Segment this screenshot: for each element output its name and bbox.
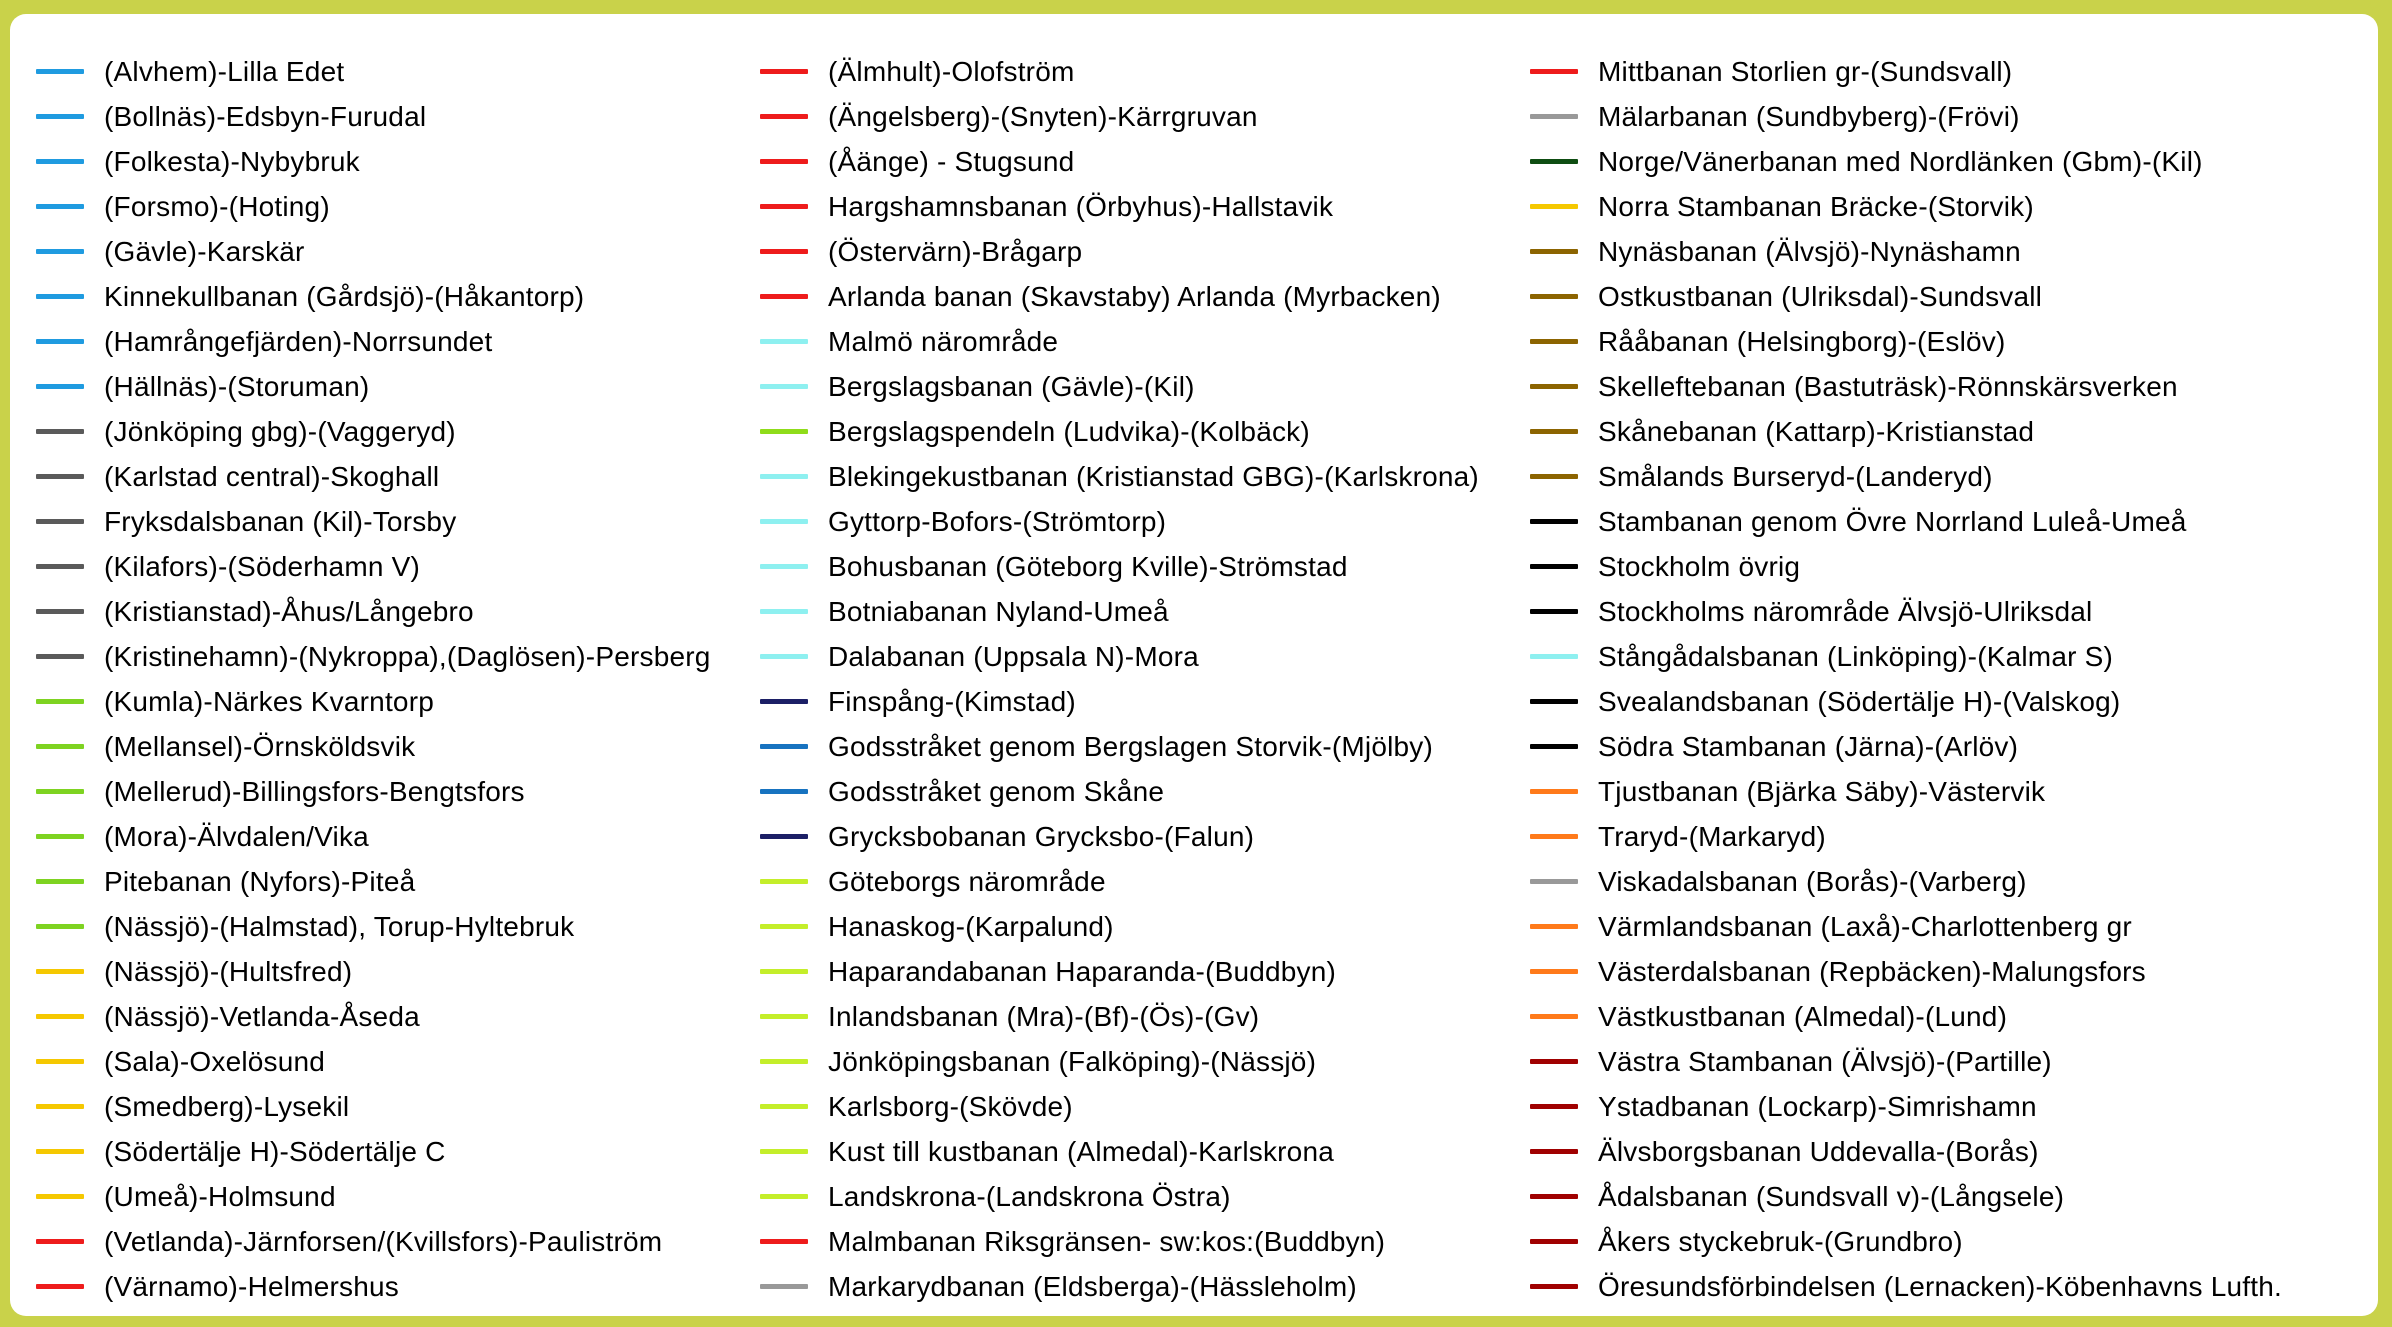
legend-line-swatch (36, 429, 84, 434)
legend-item-label: Norge/Vänerbanan med Nordlänken (Gbm)-(Kil) (1598, 145, 2203, 177)
legend-item-label: Godsstråket genom Skåne (828, 775, 1165, 807)
legend-item (1530, 1084, 2037, 1129)
legend-item-label: Karlsborg-(Skövde) (828, 1090, 1073, 1122)
legend-line-swatch (1530, 1149, 1578, 1154)
legend-item (760, 1039, 1316, 1084)
legend-item-label: Jönköpingsbanan (Falköping)-(Nässjö) (828, 1045, 1317, 1077)
legend-item (36, 184, 330, 229)
legend-item-label: Bohusbanan (Göteborg Kville)-Strömstad (828, 550, 1348, 582)
legend-item (760, 1219, 1385, 1264)
legend-item-label: Kinnekullbanan (Gårdsjö)-(Håkantorp) (104, 280, 585, 312)
legend-line-swatch (1530, 969, 1578, 974)
legend-item (36, 634, 711, 679)
legend-line-swatch (1530, 1014, 1578, 1019)
legend-item (1530, 184, 2034, 229)
legend-item (36, 499, 456, 544)
legend-item (1530, 1264, 2282, 1309)
legend-item-label: (Bollnäs)-Edsbyn-Furudal (104, 100, 427, 132)
legend-item-label: Mälarbanan (Sundbyberg)-(Frövi) (1598, 100, 2020, 132)
legend-item (1530, 1174, 2064, 1219)
legend-item (760, 904, 1114, 949)
legend-item-label: (Forsmo)-(Hoting) (104, 190, 330, 222)
legend-item-label: Stambanan genom Övre Norrland Luleå-Umeå (1598, 505, 2187, 537)
legend-item (760, 634, 1199, 679)
legend-item-label: Svealandsbanan (Södertälje H)-(Valskog) (1598, 685, 2121, 717)
legend-line-swatch (36, 609, 84, 614)
legend-line-swatch (36, 1284, 84, 1289)
legend-line-swatch (760, 294, 808, 299)
legend-line-swatch (36, 699, 84, 704)
legend-item-label: Skånebanan (Kattarp)-Kristianstad (1598, 415, 2035, 447)
legend-line-swatch (36, 564, 84, 569)
legend-line-swatch (1530, 1104, 1578, 1109)
legend-item-label: Stockholm övrig (1598, 550, 1801, 582)
legend-item (760, 1264, 1357, 1309)
legend-item (36, 1219, 662, 1264)
legend-line-swatch (760, 834, 808, 839)
legend-item (760, 184, 1333, 229)
legend-line-swatch (36, 339, 84, 344)
legend-item (36, 544, 420, 589)
legend-line-swatch (760, 564, 808, 569)
legend-line-swatch (760, 924, 808, 929)
legend-line-swatch (1530, 249, 1578, 254)
legend-line-swatch (760, 1014, 808, 1019)
legend-line-swatch (760, 69, 808, 74)
legend-line-swatch (760, 654, 808, 659)
legend-item-label: Grycksbobanan Grycksbo-(Falun) (828, 820, 1255, 852)
legend-item-label: Botniabanan Nyland-Umeå (828, 595, 1169, 627)
legend-line-swatch (760, 879, 808, 884)
legend-item-label: Västra Stambanan (Älvsjö)-(Partille) (1598, 1045, 2052, 1077)
legend-item (760, 994, 1259, 1039)
legend-item (760, 724, 1433, 769)
legend-line-swatch (760, 474, 808, 479)
legend-item (1530, 724, 2018, 769)
legend-line-swatch (1530, 924, 1578, 929)
legend-item-label: Rååbanan (Helsingborg)-(Eslöv) (1598, 325, 2006, 357)
legend-line-swatch (36, 294, 84, 299)
legend-item (760, 1084, 1073, 1129)
legend-line-swatch (1530, 654, 1578, 659)
legend-item-label: (Umeå)-Holmsund (104, 1180, 336, 1212)
legend-item (1530, 589, 2092, 634)
legend-line-swatch (760, 699, 808, 704)
legend-item (760, 94, 1258, 139)
legend-item (1530, 409, 2034, 454)
legend-line-swatch (36, 789, 84, 794)
legend-item (760, 49, 1075, 94)
legend-item-label: Södra Stambanan (Järna)-(Arlöv) (1598, 730, 2019, 762)
legend-item-label: (Vetlanda)-Järnforsen/(Kvillsfors)-Pauliström (104, 1225, 663, 1257)
legend-item (1530, 679, 2120, 724)
legend-item-label: Öresundsförbindelsen (Lernacken)-Köbenhavns Lufth. (1598, 1270, 2282, 1302)
legend-item-label: (Karlstad central)-Skoghall (104, 460, 440, 492)
legend-item-label: Nynäsbanan (Älvsjö)-Nynäshamn (1598, 235, 2021, 267)
legend-item (1530, 949, 2146, 994)
legend-item-label: Mittbanan Storlien gr-(Sundsvall) (1598, 55, 2013, 87)
legend-item-label: (Älmhult)-Olofström (828, 55, 1075, 87)
legend-item-label: Markarydbanan (Eldsberga)-(Hässleholm) (828, 1270, 1357, 1302)
legend-item-label: Traryd-(Markaryd) (1598, 820, 1826, 852)
legend-line-swatch (760, 1104, 808, 1109)
legend-line-swatch (760, 159, 808, 164)
legend-item-label: Landskrona-(Landskrona Östra) (828, 1180, 1231, 1212)
legend-item (1530, 49, 2012, 94)
legend-item (36, 454, 439, 499)
legend-item-label: Skelleftebanan (Bastuträsk)-Rönnskärsverken (1598, 370, 2178, 402)
legend-line-swatch (760, 1149, 808, 1154)
legend-line-swatch (1530, 429, 1578, 434)
legend-item-label: Inlandsbanan (Mra)-(Bf)-(Ös)-(Gv) (828, 1000, 1260, 1032)
legend-item (36, 139, 360, 184)
legend-line-swatch (1530, 1194, 1578, 1199)
legend-line-swatch (1530, 879, 1578, 884)
legend-item (760, 814, 1254, 859)
legend-item (36, 949, 352, 994)
legend-line-swatch (1530, 384, 1578, 389)
legend-item (760, 319, 1058, 364)
legend-item (36, 1039, 325, 1084)
legend-item-label: Värmlandsbanan (Laxå)-Charlottenberg gr (1598, 910, 2132, 942)
legend-panel (10, 14, 2378, 1316)
legend-item (36, 1084, 349, 1129)
legend-item-label: (Nässjö)-(Hultsfred) (104, 955, 353, 987)
legend-item (1530, 319, 2006, 364)
legend-item (1530, 904, 2132, 949)
legend-line-swatch (760, 609, 808, 614)
legend-line-swatch (760, 1284, 808, 1289)
legend-line-swatch (36, 519, 84, 524)
legend-line-swatch (36, 1104, 84, 1109)
legend-item (760, 589, 1169, 634)
legend-item (1530, 454, 1993, 499)
legend-item (36, 679, 434, 724)
legend-item-label: (Folkesta)-Nybybruk (104, 145, 360, 177)
legend-item (760, 499, 1166, 544)
legend-item-label: (Mora)-Älvdalen/Vika (104, 820, 369, 852)
legend-item-label: Hanaskog-(Karpalund) (828, 910, 1114, 942)
legend-item-label: Tjustbanan (Bjärka Säby)-Västervik (1598, 775, 2046, 807)
legend-item-label: (Hamrångefjärden)-Norrsundet (104, 325, 493, 357)
legend-item-label: (Nässjö)-(Halmstad), Torup-Hyltebruk (104, 910, 575, 942)
legend-item-label: (Östervärn)-Brågarp (828, 235, 1083, 267)
legend-item (36, 364, 369, 409)
legend-line-swatch (1530, 744, 1578, 749)
legend-item (36, 94, 426, 139)
legend-item-label: (Kumla)-Närkes Kvarntorp (104, 685, 434, 717)
legend-item (36, 319, 492, 364)
legend-item (760, 679, 1076, 724)
legend-item-label: (Kristianstad)-Åhus/Långebro (104, 595, 474, 627)
legend-item (1530, 1039, 2052, 1084)
legend-line-swatch (1530, 1284, 1578, 1289)
legend-item (760, 364, 1195, 409)
legend-item-label: Godsstråket genom Bergslagen Storvik-(Mjölby) (828, 730, 1434, 762)
legend-line-swatch (36, 969, 84, 974)
legend-item-label: Gyttorp-Bofors-(Strömtorp) (828, 505, 1167, 537)
legend-item (760, 544, 1348, 589)
legend-item (1530, 1129, 2039, 1174)
legend-item-label: (Ängelsberg)-(Snyten)-Kärrgruvan (828, 100, 1258, 132)
legend-item (36, 724, 415, 769)
legend-item-label: Blekingekustbanan (Kristianstad GBG)-(Karlskrona) (828, 460, 1479, 492)
legend-item-label: Pitebanan (Nyfors)-Piteå (104, 865, 416, 897)
legend-item (1530, 544, 1800, 589)
legend-line-swatch (760, 1239, 808, 1244)
legend-line-swatch (1530, 699, 1578, 704)
legend-item-label: (Jönköping gbg)-(Vaggeryd) (104, 415, 456, 447)
legend-item-label: Viskadalsbanan (Borås)-(Varberg) (1598, 865, 2027, 897)
legend-item-label: Västkustbanan (Almedal)-(Lund) (1598, 1000, 2008, 1032)
legend-line-swatch (36, 159, 84, 164)
legend-item-label: Stockholms närområde Älvsjö-Ulriksdal (1598, 595, 2093, 627)
legend-item (760, 769, 1164, 814)
legend-item-label: (Mellerud)-Billingsfors-Bengtsfors (104, 775, 525, 807)
legend-item-label: Västerdalsbanan (Repbäcken)-Malungsfors (1598, 955, 2146, 987)
legend-item (36, 814, 369, 859)
legend-item-label: (Kristinehamn)-(Nykroppa),(Daglösen)-Persberg (104, 640, 711, 672)
legend-line-swatch (760, 204, 808, 209)
legend-line-swatch (760, 1059, 808, 1064)
legend-item-label: Ostkustbanan (Ulriksdal)-Sundsvall (1598, 280, 2043, 312)
legend-item (760, 859, 1106, 904)
legend-item-label: Bergslagsbanan (Gävle)-(Kil) (828, 370, 1195, 402)
legend-line-swatch (36, 879, 84, 884)
legend-item-label: Bergslagspendeln (Ludvika)-(Kolbäck) (828, 415, 1310, 447)
legend-item (760, 454, 1479, 499)
legend-line-swatch (36, 1239, 84, 1244)
legend-line-swatch (760, 1194, 808, 1199)
legend-item-label: Stångådalsbanan (Linköping)-(Kalmar S) (1598, 640, 2113, 672)
legend-item-label: Göteborgs närområde (828, 865, 1106, 897)
legend-line-swatch (760, 384, 808, 389)
legend-item (1530, 229, 2021, 274)
legend-item (760, 139, 1074, 184)
legend-item-label: Dalabanan (Uppsala N)-Mora (828, 640, 1199, 672)
legend-line-swatch (36, 204, 84, 209)
legend-item-label: Malmbanan Riksgränsen- sw:kos:(Buddbyn) (828, 1225, 1386, 1257)
legend-line-swatch (760, 789, 808, 794)
legend-item (36, 1174, 336, 1219)
legend-item-label: (Gävle)-Karskär (104, 235, 305, 267)
legend-item-label: Kust till kustbanan (Almedal)-Karlskrona (828, 1135, 1334, 1167)
legend-item (1530, 859, 2027, 904)
legend-item (36, 409, 456, 454)
legend-item-label: (Kilafors)-(Söderhamn V) (104, 550, 420, 582)
legend-line-swatch (1530, 114, 1578, 119)
legend-item-label: (Södertälje H)-Södertälje C (104, 1135, 446, 1167)
legend-item (1530, 634, 2113, 679)
legend-line-swatch (36, 834, 84, 839)
legend-item-label: Hargshamnsbanan (Örbyhus)-Hallstavik (828, 190, 1334, 222)
legend-item (1530, 1219, 1963, 1264)
legend-line-swatch (36, 924, 84, 929)
legend-line-swatch (760, 519, 808, 524)
legend-item-label: Smålands Burseryd-(Landeryd) (1598, 460, 1993, 492)
legend-item (36, 994, 420, 1039)
legend-item-label: (Hällnäs)-(Storuman) (104, 370, 370, 402)
legend-item (36, 274, 584, 319)
legend-item (760, 409, 1310, 454)
legend-line-swatch (1530, 1239, 1578, 1244)
legend-item (1530, 994, 2007, 1039)
legend-item (36, 1264, 399, 1309)
legend-item-label: (Värnamo)-Helmershus (104, 1270, 399, 1302)
legend-item-label: (Sala)-Oxelösund (104, 1045, 326, 1077)
legend-line-swatch (36, 384, 84, 389)
legend-line-swatch (1530, 519, 1578, 524)
legend-item (36, 229, 305, 274)
legend-line-swatch (760, 744, 808, 749)
legend-line-swatch (1530, 474, 1578, 479)
legend-line-swatch (36, 654, 84, 659)
legend-line-swatch (1530, 294, 1578, 299)
legend-item (1530, 814, 1826, 859)
legend-item (1530, 769, 2045, 814)
legend-line-swatch (760, 114, 808, 119)
legend-item (760, 949, 1336, 994)
legend-line-swatch (760, 429, 808, 434)
legend-item (36, 589, 474, 634)
legend-item (1530, 274, 2042, 319)
legend-item-label: Ystadbanan (Lockarp)-Simrishamn (1598, 1090, 2037, 1122)
legend-item-label: Finspång-(Kimstad) (828, 685, 1076, 717)
legend-item-label: Fryksdalsbanan (Kil)-Torsby (104, 505, 457, 537)
legend-line-swatch (36, 1194, 84, 1199)
legend-item (760, 229, 1082, 274)
legend-item-label: Arlanda banan (Skavstaby) Arlanda (Myrbacken) (828, 280, 1441, 312)
legend-item (760, 274, 1441, 319)
legend-item-label: (Åänge) - Stugsund (828, 145, 1075, 177)
legend-line-swatch (1530, 159, 1578, 164)
legend-item-label: (Mellansel)-Örnsköldsvik (104, 730, 416, 762)
legend-item (1530, 499, 2187, 544)
legend-line-swatch (1530, 564, 1578, 569)
legend-line-swatch (760, 249, 808, 254)
legend-line-swatch (36, 474, 84, 479)
legend-item (36, 49, 344, 94)
legend-line-swatch (1530, 204, 1578, 209)
legend-line-swatch (36, 249, 84, 254)
legend-item (1530, 364, 2178, 409)
legend-line-swatch (1530, 69, 1578, 74)
legend-line-swatch (1530, 834, 1578, 839)
legend-item-label: (Smedberg)-Lysekil (104, 1090, 350, 1122)
legend-line-swatch (36, 1059, 84, 1064)
legend-item (36, 1129, 446, 1174)
legend-line-swatch (36, 114, 84, 119)
legend-item (36, 904, 574, 949)
legend-item-label: Älvsborgsbanan Uddevalla-(Borås) (1598, 1135, 2039, 1167)
legend-item (760, 1174, 1231, 1219)
legend-line-swatch (36, 1014, 84, 1019)
legend-line-swatch (36, 1149, 84, 1154)
legend-line-swatch (1530, 609, 1578, 614)
legend-line-swatch (36, 69, 84, 74)
legend-item (36, 769, 525, 814)
legend-item-label: Ådalsbanan (Sundsvall v)-(Långsele) (1598, 1180, 2065, 1212)
legend-line-swatch (760, 969, 808, 974)
legend-item-label: (Nässjö)-Vetlanda-Åseda (104, 1000, 420, 1032)
legend-item-label: (Alvhem)-Lilla Edet (104, 55, 345, 87)
legend-item (1530, 94, 2020, 139)
legend-item-label: Haparandabanan Haparanda-(Buddbyn) (828, 955, 1337, 987)
legend-item (760, 1129, 1334, 1174)
legend-item (1530, 139, 2203, 184)
legend-line-swatch (1530, 1059, 1578, 1064)
legend-item-label: Malmö närområde (828, 325, 1059, 357)
legend-line-swatch (1530, 339, 1578, 344)
legend-line-swatch (36, 744, 84, 749)
legend-item (36, 859, 415, 904)
legend-line-swatch (760, 339, 808, 344)
legend-line-swatch (1530, 789, 1578, 794)
legend-item-label: Norra Stambanan Bräcke-(Storvik) (1598, 190, 2034, 222)
legend-item-label: Åkers styckebruk-(Grundbro) (1598, 1225, 1963, 1257)
